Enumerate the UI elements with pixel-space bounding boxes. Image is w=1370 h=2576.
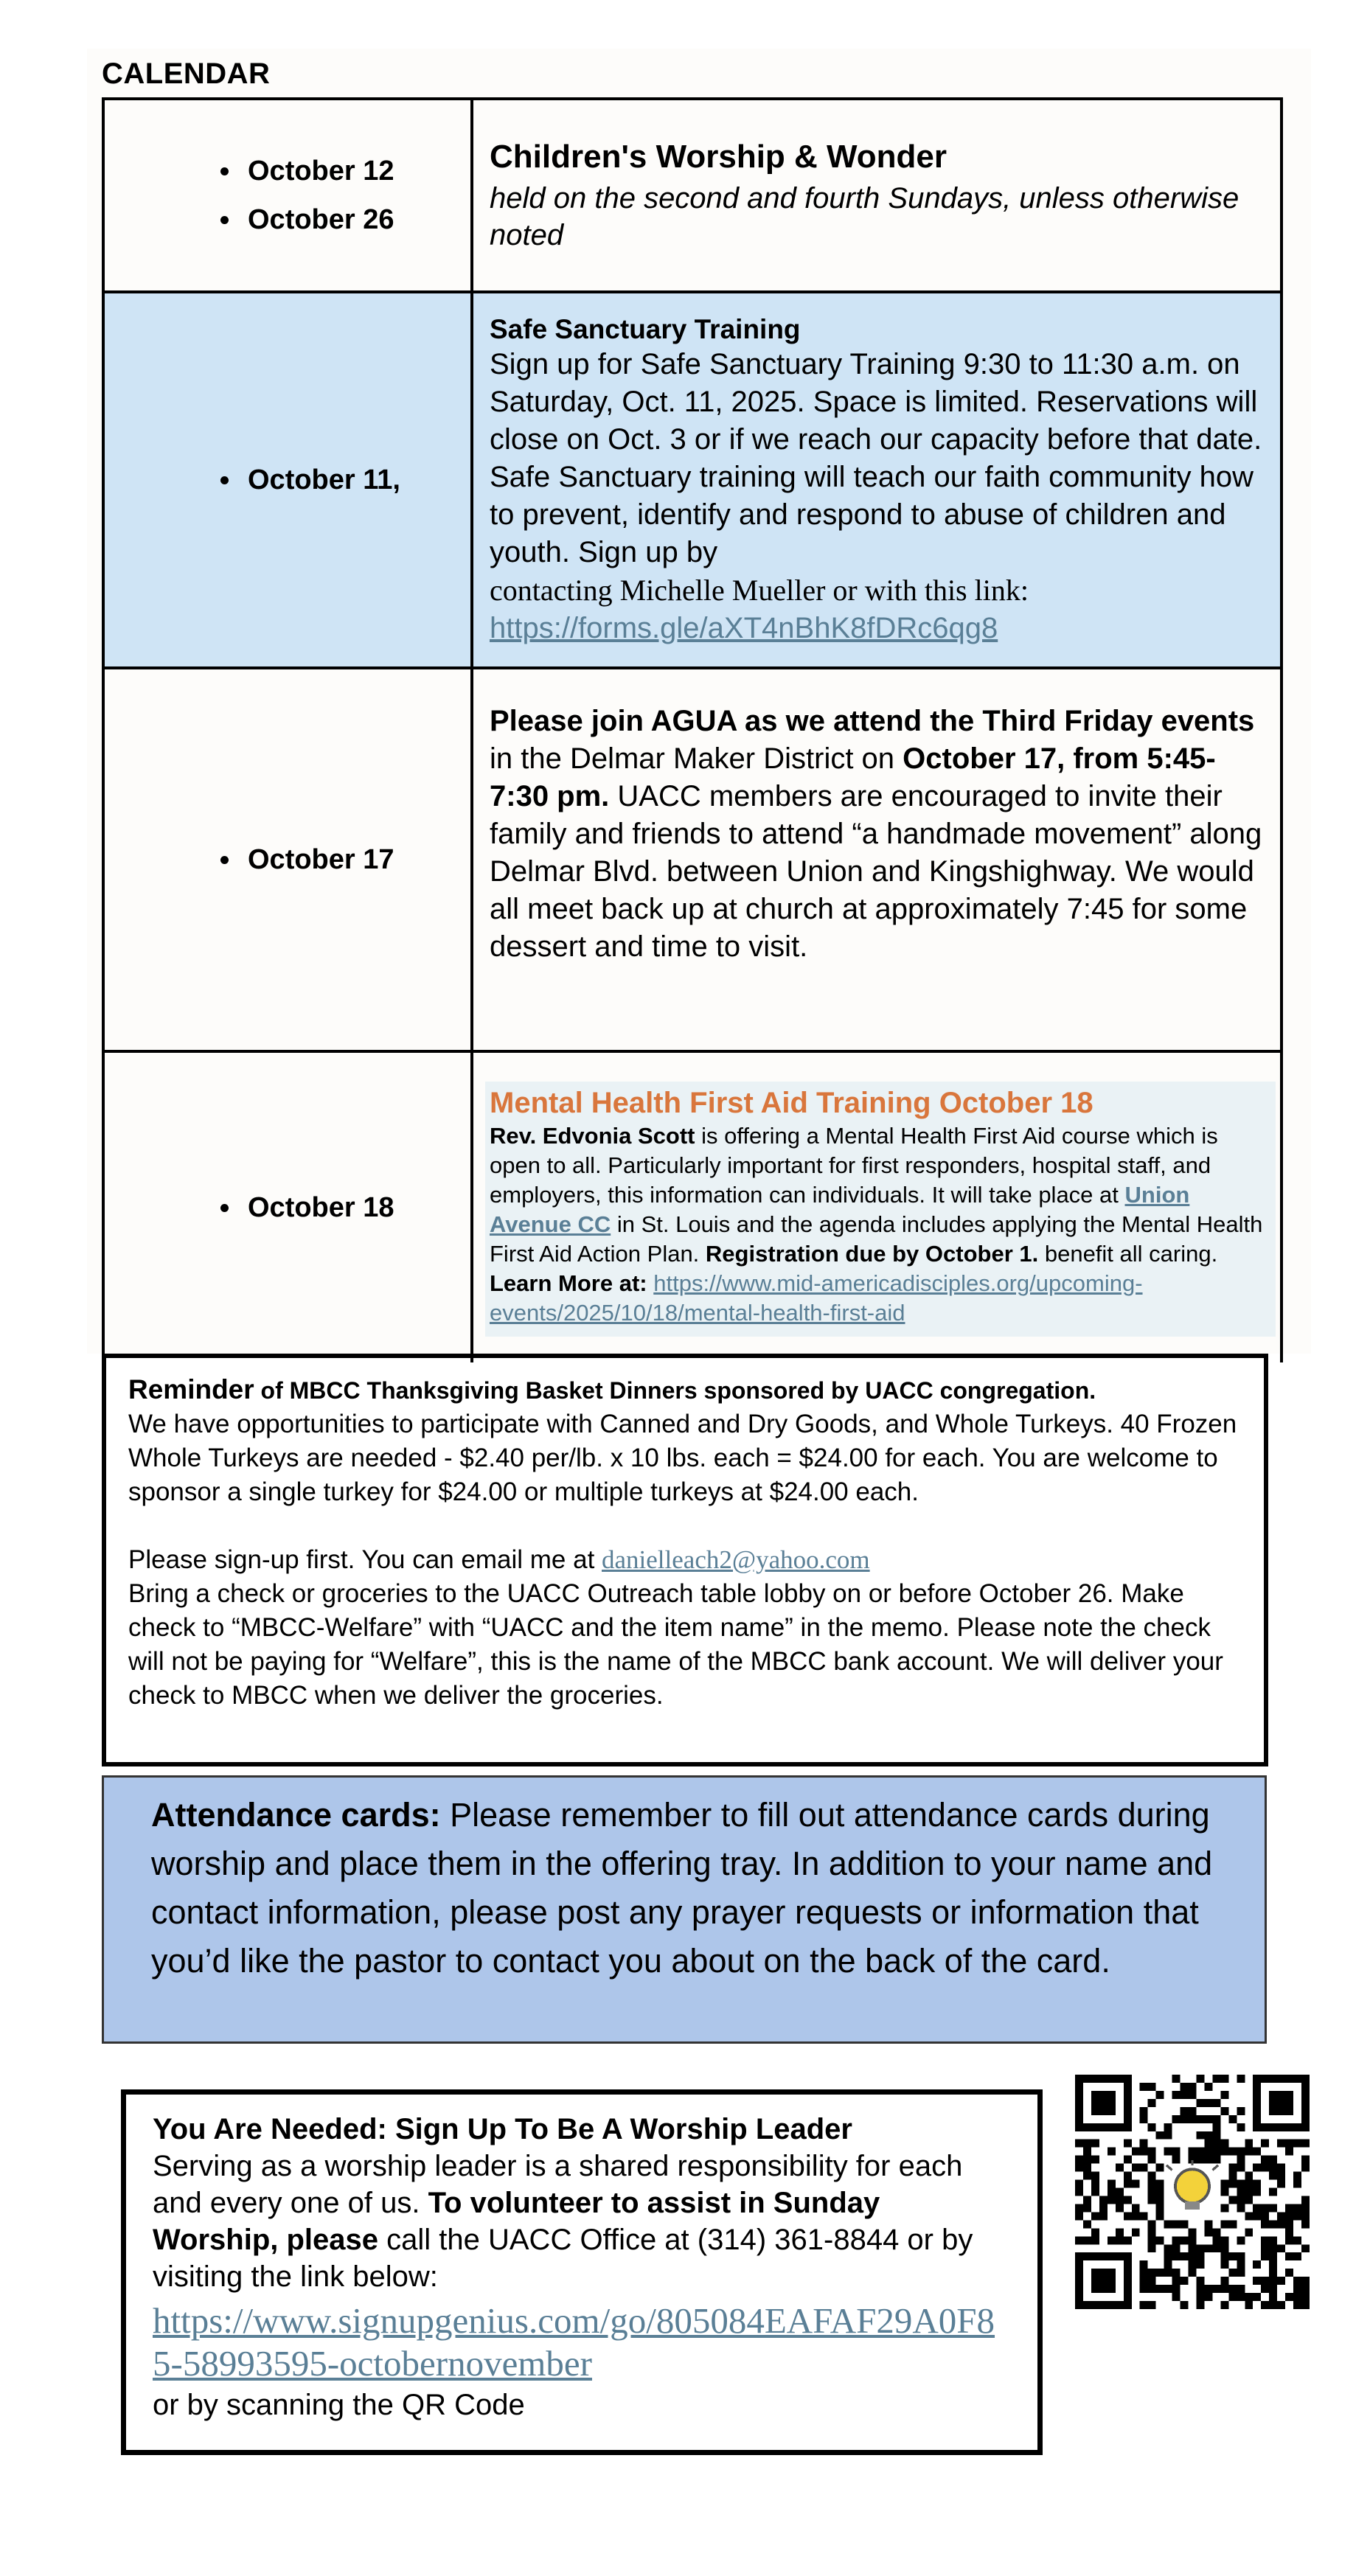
calendar-row bbox=[103, 1051, 1282, 1362]
event-cell bbox=[472, 668, 1282, 1051]
reminder-lead: Reminder bbox=[128, 1374, 254, 1404]
worship-text-part: call the UACC Office at (314) 361-8844 or by visiting the link below: bbox=[153, 2224, 973, 2293]
event-lead: Please join AGUA as we attend the Third Friday events bbox=[490, 704, 1255, 737]
venue-link[interactable]: Union Avenue CC bbox=[490, 1182, 1190, 1237]
date-cell bbox=[103, 668, 472, 1051]
event-title: Mental Health First Aid Training October 18 bbox=[490, 1087, 1093, 1119]
date-list bbox=[105, 1183, 470, 1232]
worship-title: You Are Needed: Sign Up To Be A Worship Leader bbox=[153, 2113, 852, 2145]
attendance-text: Please remember to fill out attendance cards during worship and place them in the offering tray. In addition to your name and contact information, please post any prayer requests or information that you’d like the pastor to contact you about on the back of the card. bbox=[151, 1796, 1213, 1980]
presenter-name: Rev. Edvonia Scott bbox=[490, 1123, 695, 1149]
date-item: • October 18 bbox=[242, 1183, 470, 1232]
signup-text: Please sign-up first. You can email me at bbox=[128, 1545, 602, 1574]
registration-deadline: Registration due by October 1. bbox=[705, 1241, 1039, 1267]
event-body: Sign up for Safe Sanctuary Training 9:30 to 11:30 a.m. on Saturday, Oct. 11, 2025. Space is limited. Reservations will close on Oct. 3 or if we reach our capacity before that date. Safe Sanctuary training will teach our faith community how to prevent, identify and respond to abuse of children and youth. Sign up by bbox=[490, 347, 1262, 568]
date-cell bbox=[103, 1051, 472, 1362]
event-description bbox=[490, 703, 1265, 1017]
date-item: • October 12 bbox=[242, 147, 470, 195]
mental-health-box bbox=[485, 1082, 1276, 1337]
event-text: in St. Louis and the agenda includes applying the Mental Health First Aid Action Plan. bbox=[490, 1211, 1263, 1267]
event-cell bbox=[472, 292, 1282, 668]
event-title: Safe Sanctuary Training bbox=[490, 313, 801, 344]
signup-form-link[interactable]: https://forms.gle/aXT4nBhK8fDRc6qg8 bbox=[490, 611, 998, 644]
calendar-heading: CALENDAR bbox=[102, 58, 271, 90]
learn-more-label: Learn More at: bbox=[490, 1270, 647, 1296]
qr-code-icon[interactable] bbox=[1075, 2075, 1310, 2309]
reminder-box bbox=[102, 1354, 1268, 1766]
reminder-heading bbox=[128, 1373, 1242, 1407]
event-description bbox=[490, 1121, 1265, 1328]
worship-leader-box bbox=[121, 2089, 1043, 2455]
event-text: is offering a Mental Health First Aid course which is open to all. Particularly important for first responders, hospital staff, and employers, this information can individuals. It will take place at bbox=[490, 1123, 1218, 1208]
event-text: UACC members are encouraged to invite their family and friends to attend “a handmade movement” along Delmar Blvd. between Union and Kingshighway. We would all meet back up at church at approximately 7:45 for some dessert and time to visit. bbox=[490, 779, 1262, 963]
date-list bbox=[105, 147, 470, 244]
calendar-row bbox=[103, 292, 1282, 668]
calendar-row bbox=[103, 99, 1282, 292]
event-text: in the Delmar Maker District on bbox=[490, 742, 903, 775]
signup-genius-link[interactable]: https://www.signupgenius.com/go/805084EAFAF29A0F85-58993595-octobernovember bbox=[153, 2300, 995, 2384]
date-list bbox=[105, 835, 470, 884]
reminder-paragraph: Bring a check or groceries to the UACC Outreach table lobby on or before October 26. Make check to “MBCC-Welfare” with “UACC and the item name” in the memo. Please note the check will not be paying for “Welfare”, this is the name of the MBCC bank account. We will deliver your check to MBCC when we deliver the groceries. bbox=[128, 1579, 1223, 1710]
event-text: benefit all caring. bbox=[1038, 1241, 1218, 1267]
date-item: • October 17 bbox=[242, 835, 470, 884]
mental-health-link[interactable]: https://www.mid-americadisciples.org/upcoming-events/2025/10/18/mental-health-first-aid bbox=[490, 1270, 1143, 1326]
event-when: October 17, from 5:45-7:30 pm. bbox=[490, 742, 1216, 812]
worship-bold: To volunteer to assist in Sunday Worship, please bbox=[153, 2187, 880, 2256]
event-subtitle: held on the second and fourth Sundays, unless otherwise noted bbox=[490, 182, 1239, 251]
event-cell bbox=[472, 99, 1282, 292]
worship-text bbox=[153, 2148, 1011, 2295]
worship-text-part: Serving as a worship leader is a shared responsibility for each and every one of us. bbox=[153, 2150, 963, 2219]
reminder-lead-rest: of MBCC Thanksgiving Basket Dinners sponsored by UACC congregation. bbox=[254, 1377, 1096, 1404]
attendance-box bbox=[102, 1775, 1267, 2044]
date-cell bbox=[103, 292, 472, 668]
attendance-label: Attendance cards: bbox=[151, 1796, 441, 1834]
calendar-row bbox=[103, 668, 1282, 1051]
event-contact: contacting Michelle Mueller or with this link: bbox=[490, 573, 1029, 607]
email-link[interactable]: danielleach2@yahoo.com bbox=[602, 1545, 870, 1574]
event-description bbox=[490, 346, 1265, 647]
date-item: • October 26 bbox=[242, 195, 470, 244]
date-list bbox=[105, 456, 470, 504]
calendar-table bbox=[102, 97, 1283, 1362]
event-cell bbox=[472, 1051, 1282, 1362]
date-item: • October 11, bbox=[242, 456, 470, 504]
reminder-paragraph: We have opportunities to participate with Canned and Dry Goods, and Whole Turkeys. 40 Frozen Whole Turkeys are needed - $2.40 per/lb. x 10 lbs. each = $24.00 for each. You are welcome to sponsor a single turkey for $24.00 or multiple turkeys at $24.00 each. bbox=[128, 1410, 1237, 1506]
date-cell bbox=[103, 99, 472, 292]
reminder-signup bbox=[128, 1543, 1242, 1577]
worship-after: or by scanning the QR Code bbox=[153, 2389, 525, 2421]
event-title: Children's Worship & Wonder bbox=[490, 139, 947, 175]
